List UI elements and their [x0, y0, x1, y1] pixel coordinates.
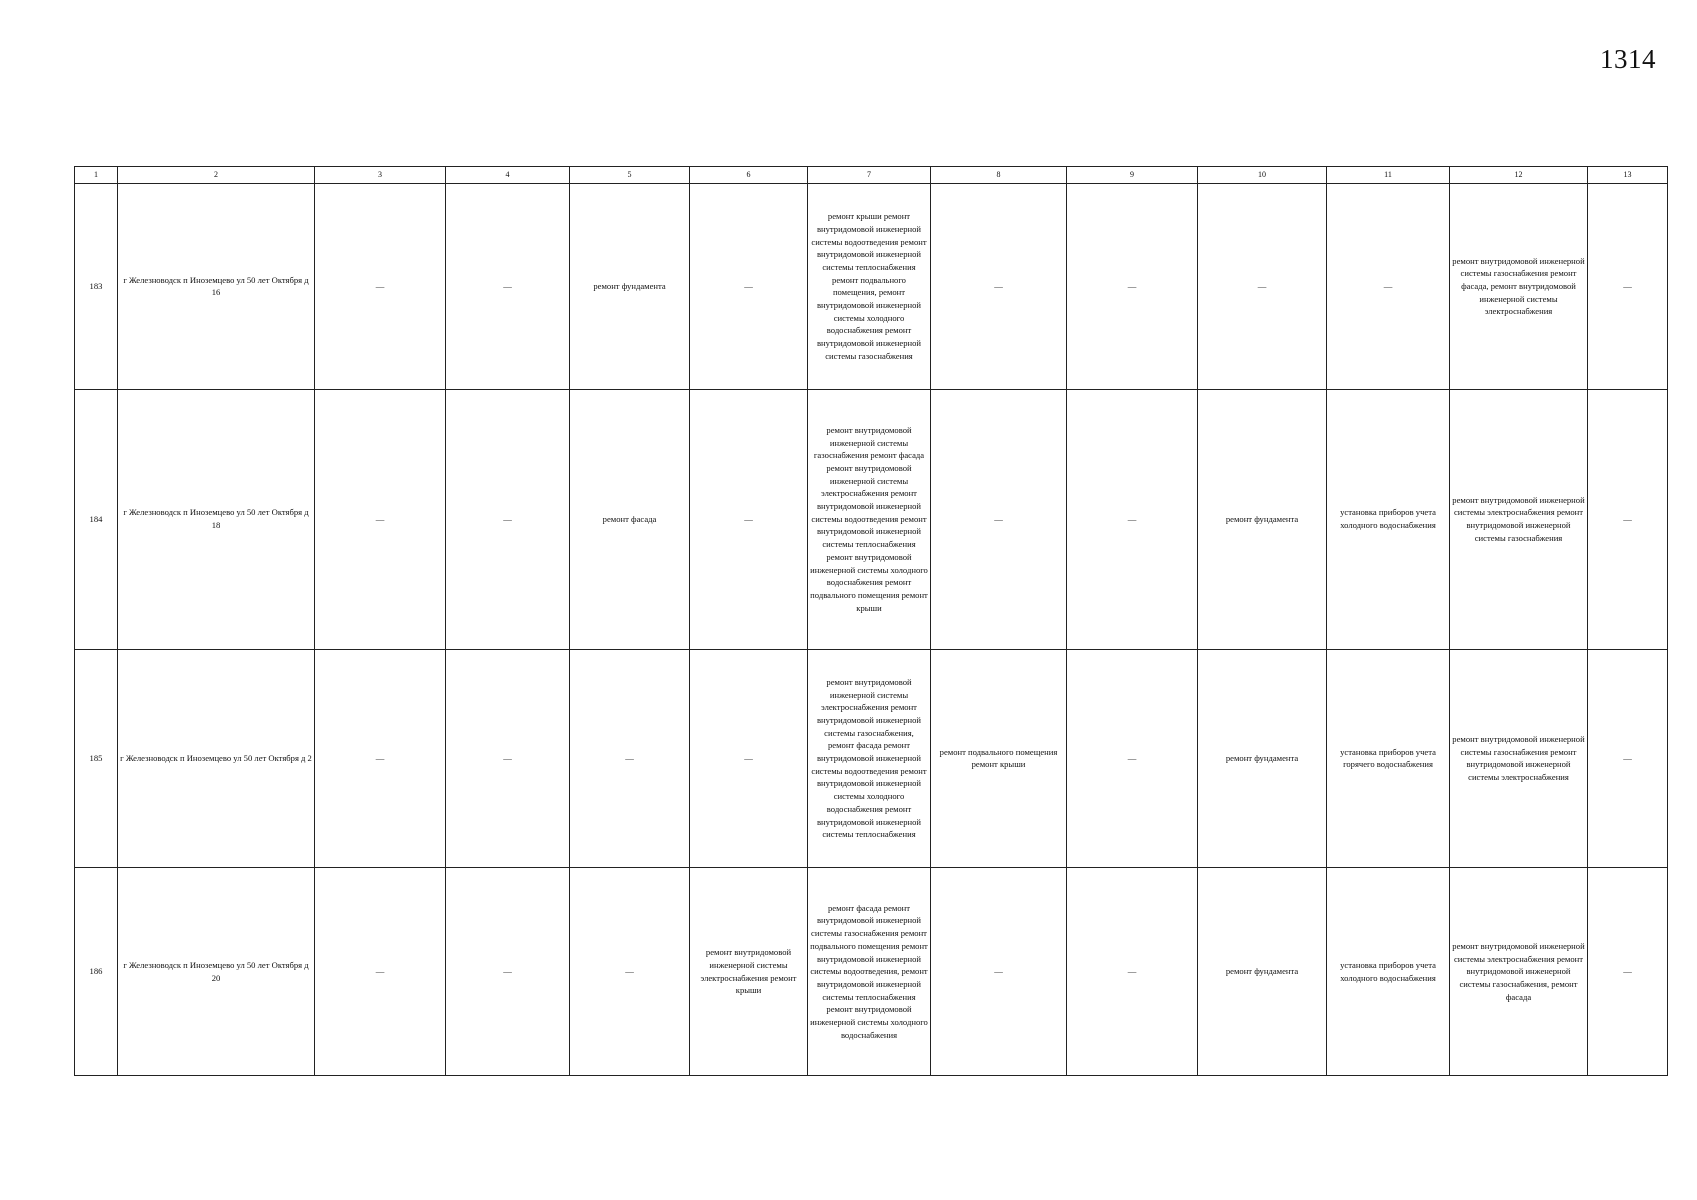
row-number: 186 — [75, 868, 118, 1076]
table-cell: — — [931, 184, 1067, 390]
table-cell: ремонт внутридомовой инженерной системы электроснабжения ремонт крыши — [690, 868, 808, 1076]
column-header: 2 — [118, 167, 315, 184]
column-header: 5 — [570, 167, 690, 184]
column-header: 7 — [808, 167, 931, 184]
table-cell: ремонт внутридомовой инженерной системы газоснабжения ремонт внутридомовой инженерной системы электроснабжения — [1450, 649, 1588, 868]
table-cell: — — [931, 389, 1067, 649]
column-header: 8 — [931, 167, 1067, 184]
address-cell: г Железноводск п Иноземцево ул 50 лет Октября д 18 — [118, 389, 315, 649]
table-cell: — — [315, 389, 446, 649]
table-cell: — — [570, 649, 690, 868]
table-row — [75, 868, 1668, 1076]
repair-schedule-table — [74, 166, 1668, 1076]
table-cell: установка приборов учета холодного водоснабжения — [1327, 868, 1450, 1076]
row-number: 184 — [75, 389, 118, 649]
table-cell: — — [690, 389, 808, 649]
column-number-row — [75, 167, 1668, 184]
table-cell: — — [315, 868, 446, 1076]
column-header: 1 — [75, 167, 118, 184]
table-cell: ремонт внутридомовой инженерной системы газоснабжения ремонт фасада ремонт внутридомовой инженерной системы электроснабжения ремонт внутридомовой инженерной системы водоотведения ремонт внутридомовой инженерной системы теплоснабжения ремонт внутридомовой инженерной системы холодного водоснабжения ремонт подвального помещения ремонт крыши — [808, 389, 931, 649]
table-cell: ремонт подвального помещения ремонт крыши — [931, 649, 1067, 868]
table-cell: — — [570, 868, 690, 1076]
table-cell: ремонт крыши ремонт внутридомовой инженерной системы водоотведения ремонт внутридомовой инженерной системы теплоснабжения ремонт подвального помещения, ремонт внутридомовой инженерной системы холодного водоснабжения ремонт внутридомовой инженерной системы газоснабжения — [808, 184, 931, 390]
table-cell: — — [1327, 184, 1450, 390]
table-cell: — — [446, 649, 570, 868]
table-cell: — — [1588, 649, 1668, 868]
table-cell: — — [315, 649, 446, 868]
row-number: 183 — [75, 184, 118, 390]
table-row — [75, 649, 1668, 868]
table-cell: ремонт внутридомовой инженерной системы электроснабжения ремонт внутридомовой инженерной системы газоснабжения — [1450, 389, 1588, 649]
column-header: 4 — [446, 167, 570, 184]
row-number: 185 — [75, 649, 118, 868]
address-cell: г Железноводск п Иноземцево ул 50 лет Октября д 16 — [118, 184, 315, 390]
table-cell: — — [1067, 389, 1198, 649]
table-cell: — — [690, 649, 808, 868]
table-cell: — — [1067, 184, 1198, 390]
column-header: 11 — [1327, 167, 1450, 184]
table-cell: — — [446, 389, 570, 649]
table-cell: ремонт фундамента — [1198, 868, 1327, 1076]
table-cell: — — [1588, 184, 1668, 390]
table-cell: — — [446, 868, 570, 1076]
table-cell: — — [690, 184, 808, 390]
table-cell: ремонт внутридомовой инженерной системы электроснабжения ремонт внутридомовой инженерной системы газоснабжения, ремонт фасада — [1450, 868, 1588, 1076]
column-header: 13 — [1588, 167, 1668, 184]
column-header: 9 — [1067, 167, 1198, 184]
table-cell: — — [1067, 868, 1198, 1076]
table-cell: — — [931, 868, 1067, 1076]
address-cell: г Железноводск п Иноземцево ул 50 лет Октября д 2 — [118, 649, 315, 868]
table-cell: ремонт фасада ремонт внутридомовой инженерной системы газоснабжения ремонт подвального помещения ремонт внутридомовой инженерной системы водоотведения, ремонт внутридомовой инженерной системы теплоснабжения ремонт внутридомовой инженерной системы холодного водоснабжения — [808, 868, 931, 1076]
table-cell: — — [1198, 184, 1327, 390]
table-cell: — — [1588, 868, 1668, 1076]
table-row — [75, 184, 1668, 390]
table-cell: ремонт внутридомовой инженерной системы газоснабжения ремонт фасада, ремонт внутридомовой инженерной системы электроснабжения — [1450, 184, 1588, 390]
table-cell: ремонт фундамента — [1198, 389, 1327, 649]
table-cell: ремонт фундамента — [570, 184, 690, 390]
table-cell: ремонт фасада — [570, 389, 690, 649]
table-cell: ремонт фундамента — [1198, 649, 1327, 868]
table-cell: — — [1067, 649, 1198, 868]
page-number: 1314 — [1600, 44, 1656, 74]
table-cell: ремонт внутридомовой инженерной системы электроснабжения ремонт внутридомовой инженерной системы газоснабжения, ремонт фасада ремонт внутридомовой инженерной системы водоотведения ремонт внутридомовой инженерной системы холодного водоснабжения ремонт внутридомовой инженерной системы теплоснабжения — [808, 649, 931, 868]
table-cell: установка приборов учета горячего водоснабжения — [1327, 649, 1450, 868]
table-cell: — — [446, 184, 570, 390]
table-cell: установка приборов учета холодного водоснабжения — [1327, 389, 1450, 649]
table-cell: — — [1588, 389, 1668, 649]
column-header: 12 — [1450, 167, 1588, 184]
address-cell: г Железноводск п Иноземцево ул 50 лет Октября д 20 — [118, 868, 315, 1076]
column-header: 3 — [315, 167, 446, 184]
table-cell: — — [315, 184, 446, 390]
column-header: 10 — [1198, 167, 1327, 184]
column-header: 6 — [690, 167, 808, 184]
table-row — [75, 389, 1668, 649]
